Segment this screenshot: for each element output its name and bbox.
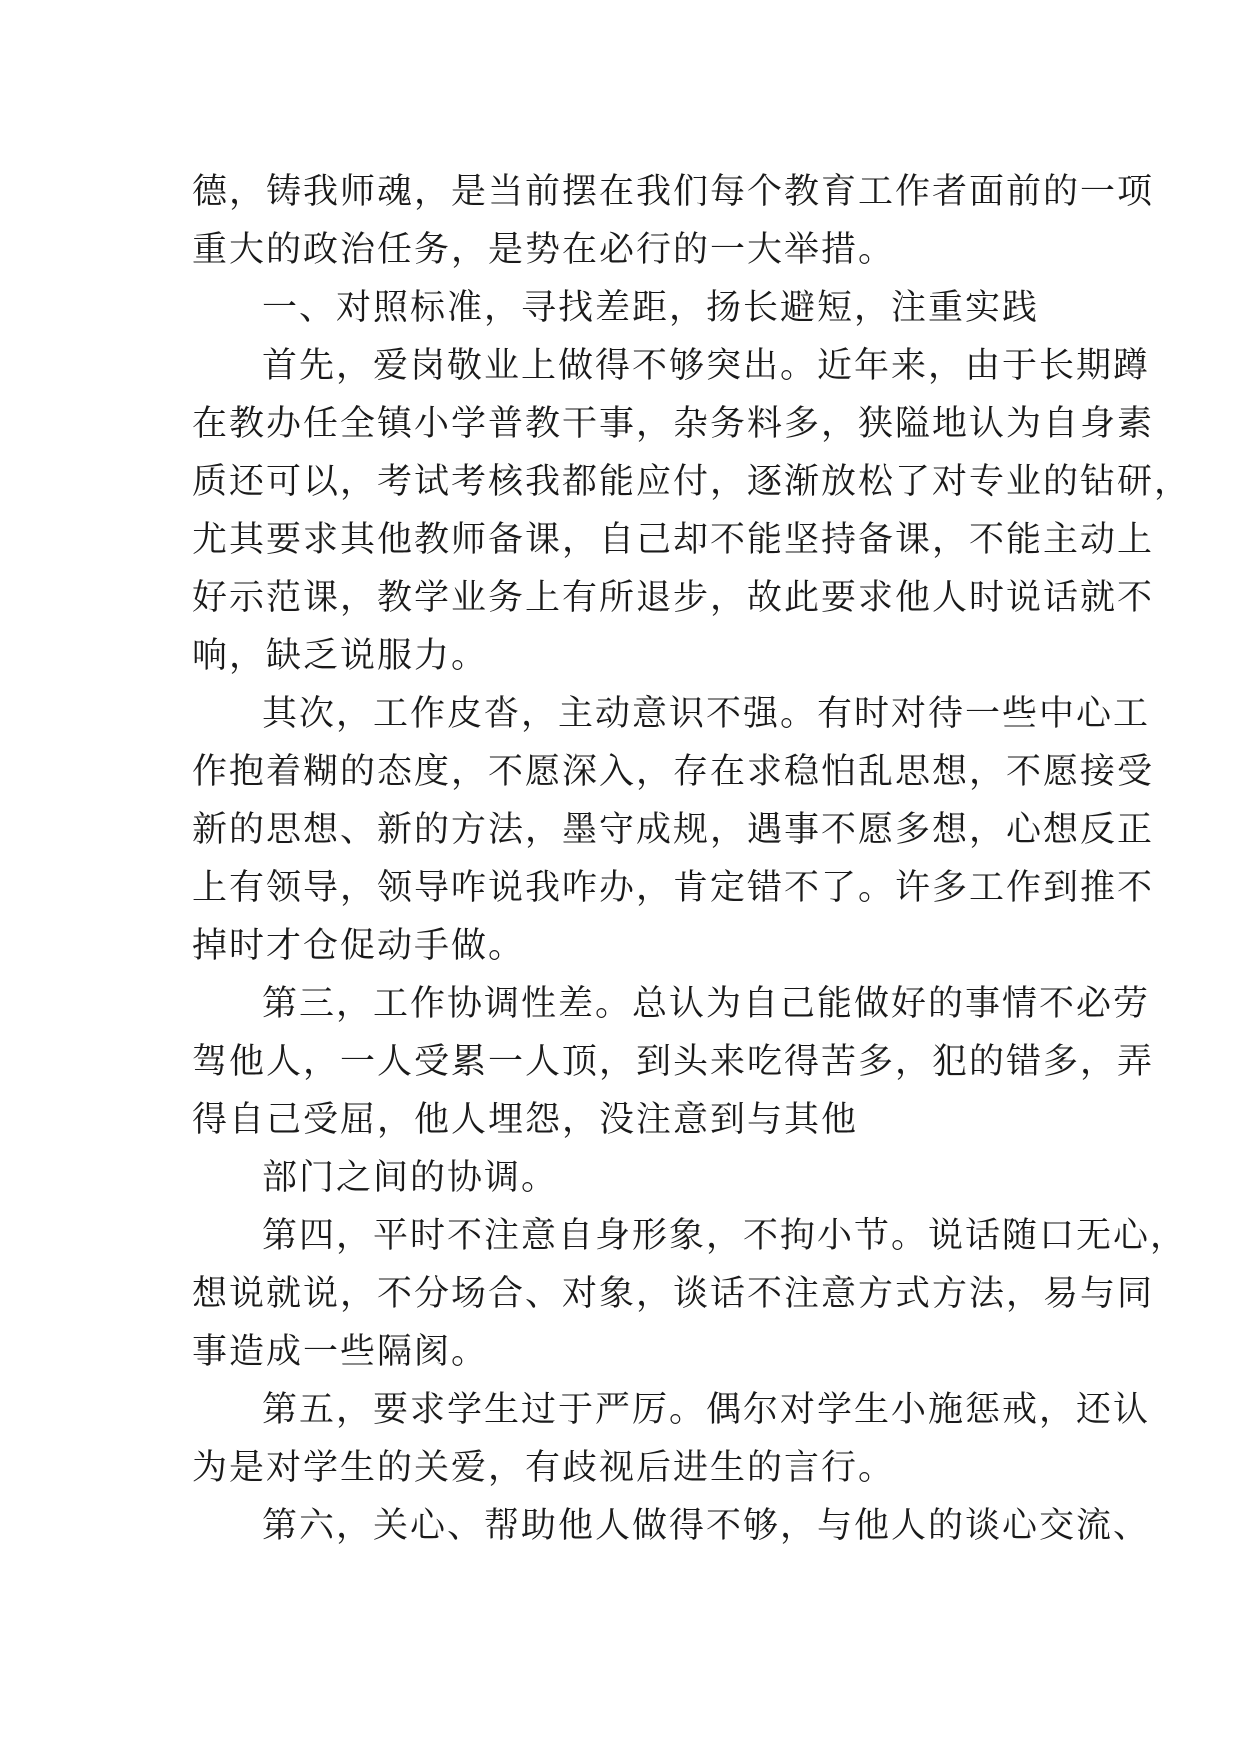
- paragraph: [192, 1149, 1072, 1207]
- document-body: [192, 163, 1192, 1555]
- text-line: 一、对照标准，寻找差距，扬长避短，注重实践: [262, 288, 1040, 328]
- paragraph: [192, 975, 1155, 1149]
- text-line: 重大的政治任务，是势在必行的一大举措。: [192, 230, 896, 270]
- text-line: 事造成一些隔阂。: [192, 1332, 489, 1372]
- text-line: 想说就说，不分场合、对象，谈话不注意方式方法，易与同: [192, 1274, 1155, 1314]
- text-line: 新的思想、新的方法，墨守成规，遇事不愿多想，心想反正: [192, 810, 1155, 850]
- paragraph: [192, 163, 1155, 279]
- text-line: 好示范课，教学业务上有所退步，故此要求他人时说话就不: [192, 578, 1155, 618]
- text-line: 在教办任全镇小学普教干事，杂务料多，狭隘地认为自身素: [192, 404, 1155, 444]
- text-line: 尤其要求其他教师备课，自己却不能坚持备课，不能主动上: [192, 520, 1155, 560]
- paragraph: [192, 1207, 1188, 1381]
- text-line: 驾他人，一人受累一人顶，到头来吃得苦多，犯的错多，弄: [192, 1042, 1155, 1082]
- paragraph: [192, 1381, 1151, 1497]
- text-line: 作抱着糊的态度，不愿深入，存在求稳怕乱思想，不愿接受: [192, 752, 1155, 792]
- text-line: 首先，爱岗敬业上做得不够突出。近年来，由于长期蹲: [262, 346, 1151, 386]
- text-line: 部门之间的协调。: [262, 1158, 559, 1198]
- text-line: 质还可以，考试考核我都能应付，逐渐放松了对专业的钻研，: [192, 462, 1192, 502]
- text-line: 第五，要求学生过于严厉。偶尔对学生小施惩戒，还认: [262, 1390, 1151, 1430]
- paragraph: [192, 685, 1155, 975]
- section-heading: [192, 279, 1072, 337]
- text-line: 第三，工作协调性差。总认为自己能做好的事情不必劳: [262, 984, 1151, 1024]
- text-line: 第四，平时不注意自身形象，不拘小节。说话随口无心，: [262, 1216, 1188, 1256]
- text-line: 第六，关心、帮助他人做得不够，与他人的谈心交流、: [262, 1506, 1151, 1546]
- text-line: 上有领导，领导咋说我咋办，肯定错不了。许多工作到推不: [192, 868, 1155, 908]
- paragraph: [192, 1497, 1151, 1555]
- text-line: 掉时才仓促动手做。: [192, 926, 526, 966]
- text-line: 得自己受屈，他人埋怨，没注意到与其他: [192, 1100, 859, 1140]
- text-line: 其次，工作皮沓，主动意识不强。有时对待一些中心工: [262, 694, 1151, 734]
- text-line: 为是对学生的关爱，有歧视后进生的言行。: [192, 1448, 896, 1488]
- text-line: 响，缺乏说服力。: [192, 636, 489, 676]
- text-line: 德，铸我师魂，是当前摆在我们每个教育工作者面前的一项: [192, 172, 1155, 212]
- paragraph: [192, 337, 1192, 685]
